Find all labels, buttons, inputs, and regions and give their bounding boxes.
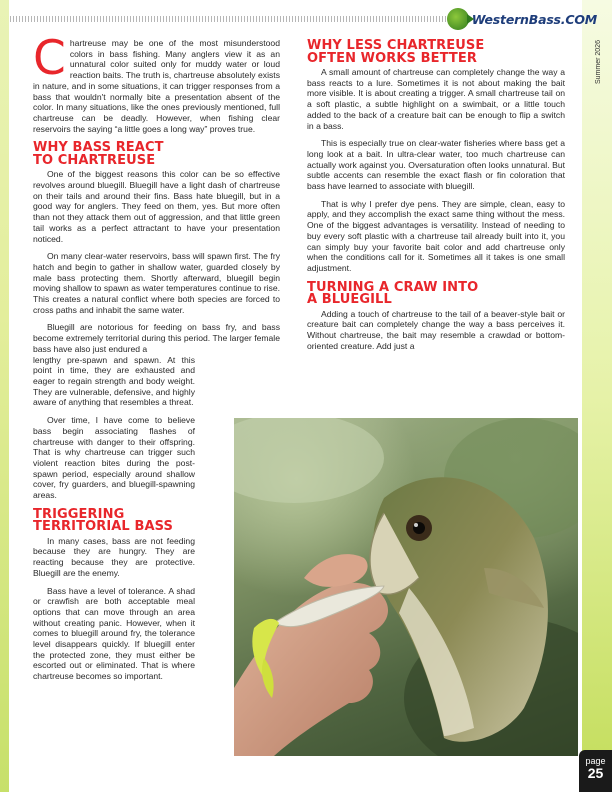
paragraph: Adding a touch of chartreuse to the tail of a beaver-style bait or creature bait can completely change the way a bass perceives it. Without chartreuse, the bait may resemble a crawdad or bottom-oriented creature. Add just a	[307, 308, 565, 351]
paragraph: One of the biggest reasons this color can be so effective revolves around bluegill. Bluegill have a light dash of chartreuse on their tails and around their fins. Bass hate bluegill, but in a good way for anglers. They feed on them, yes. But more often than not they attack them out of aggression, and that little green tail works as a perfect attractant to have your presentation noticed.	[33, 169, 280, 244]
header-rule	[10, 16, 446, 22]
page-label: page	[585, 756, 606, 766]
page-number-tab	[579, 750, 612, 792]
left-edge-bar	[0, 0, 9, 792]
paragraph: On many clear-water reservoirs, bass will spawn first. The fry hatch and begin to gather in shallow water, guarded closely by male bass protecting them. Shortly afterward, bluegill begin moving shallow to spawn as water temperatures continue to rise. This creates a natural conflict where both species are forced to cross paths and inhabit the same water.	[33, 251, 280, 315]
right-column	[307, 38, 565, 358]
logo-text: WesternBass.COM	[471, 11, 597, 27]
paragraph: That is why I prefer dye pens. They are simple, clean, easy to apply, and they accomplish the exact same thing without the mess. One of the biggest advantages is versatility. Instead of needing to buy every soft plastic with a chartreuse tail already built into it, you can simply buy your favorite bait color and add chartreuse only when the conditions call for it. Sometimes all it takes is one small adjustment.	[307, 198, 565, 273]
bass-logo-icon	[447, 8, 469, 30]
drop-cap: C	[33, 31, 66, 86]
site-logo[interactable]	[447, 4, 597, 34]
heading-turning-a-craw: TURNING A CRAW INTO A BLUEGILL	[307, 279, 479, 308]
heading-why-bass-react: WHY BASS REACT TO CHARTREUSE	[33, 140, 164, 168]
paragraph: Bluegill are notorious for feeding on bass fry, and bass become extremely territorial during this period. The larger female bass have also just endured a	[33, 322, 280, 354]
issue-label: Summer 2026	[595, 40, 602, 84]
paragraph: This is especially true on clear-water fisheries where bass get a long look at a bait. In ultra-clear water, too much chartreuse can actually work against you. Oversaturation often looks unnatural. But subtle accents can resemble the exact flash or fin coloration that bass have learned to associate with bluegill.	[307, 138, 565, 192]
bass-illustration	[234, 418, 578, 756]
paragraph: A small amount of chartreuse can completely change the way a bass reacts to a lure. Sometimes it is not about making the bait more visible. It is about creating a trigger. A small chartreuse tail on a soft plastic, a subtle highlight on a swimbait, or a little touch added to the back of a creature bait can be enough to flip a switch in a bass.	[307, 67, 565, 131]
paragraph: lengthy pre-spawn and spawn. At this point in time, they are exhausted and eager to regain strength and body weight. They are vulnerable, defensive, and highly aware of anything that resembles a threat.	[33, 354, 195, 408]
intro-paragraph: Chartreuse may be one of the most misunderstood colors in bass fishing. Many anglers view it as an unnatural color suited only for muddy water or loud reaction baits. The truth is, chartreuse absolutely exists in nature, and in some situations, it can trigger responses from a bass that wouldn't normally bite a presentation absent of the color. In many situations, like the ones previously mentioned, full chartreuse can be deadly. However, when fishing clear reservoirs the saying “a little goes a long way” proves true.	[33, 31, 280, 134]
bass-photo	[234, 418, 578, 756]
heading-why-less-chartreuse: WHY LESS CHARTREUSE OFTEN WORKS BETTER	[307, 38, 485, 66]
heading-triggering-territorial-bass: TRIGGERING TERRITORIAL BASS	[33, 506, 173, 535]
page-number: 25	[587, 765, 604, 781]
paragraph: Over time, I have come to believe bass begin associating flashes of chartreuse with danger to their offspring. That is why chartreuse can trigger such violent reaction bites during the post-spawn period, especially around shallow cover, fry guarders, and bluegill-spawning areas.	[33, 415, 195, 501]
paragraph: Bass have a level of tolerance. A shad or crawfish are both acceptable meal options that can move through an area without creating panic. However, when it comes to bluegill around fry, the tolerance level disappears quickly. If bluegill enter the protected zone, they must either be escorted out or eliminated. That is where chartreuse becomes so important.	[33, 585, 195, 682]
paragraph: In many cases, bass are not feeding because they are hungry. They are reacting because they are protective. Bluegill are the enemy.	[33, 535, 195, 578]
